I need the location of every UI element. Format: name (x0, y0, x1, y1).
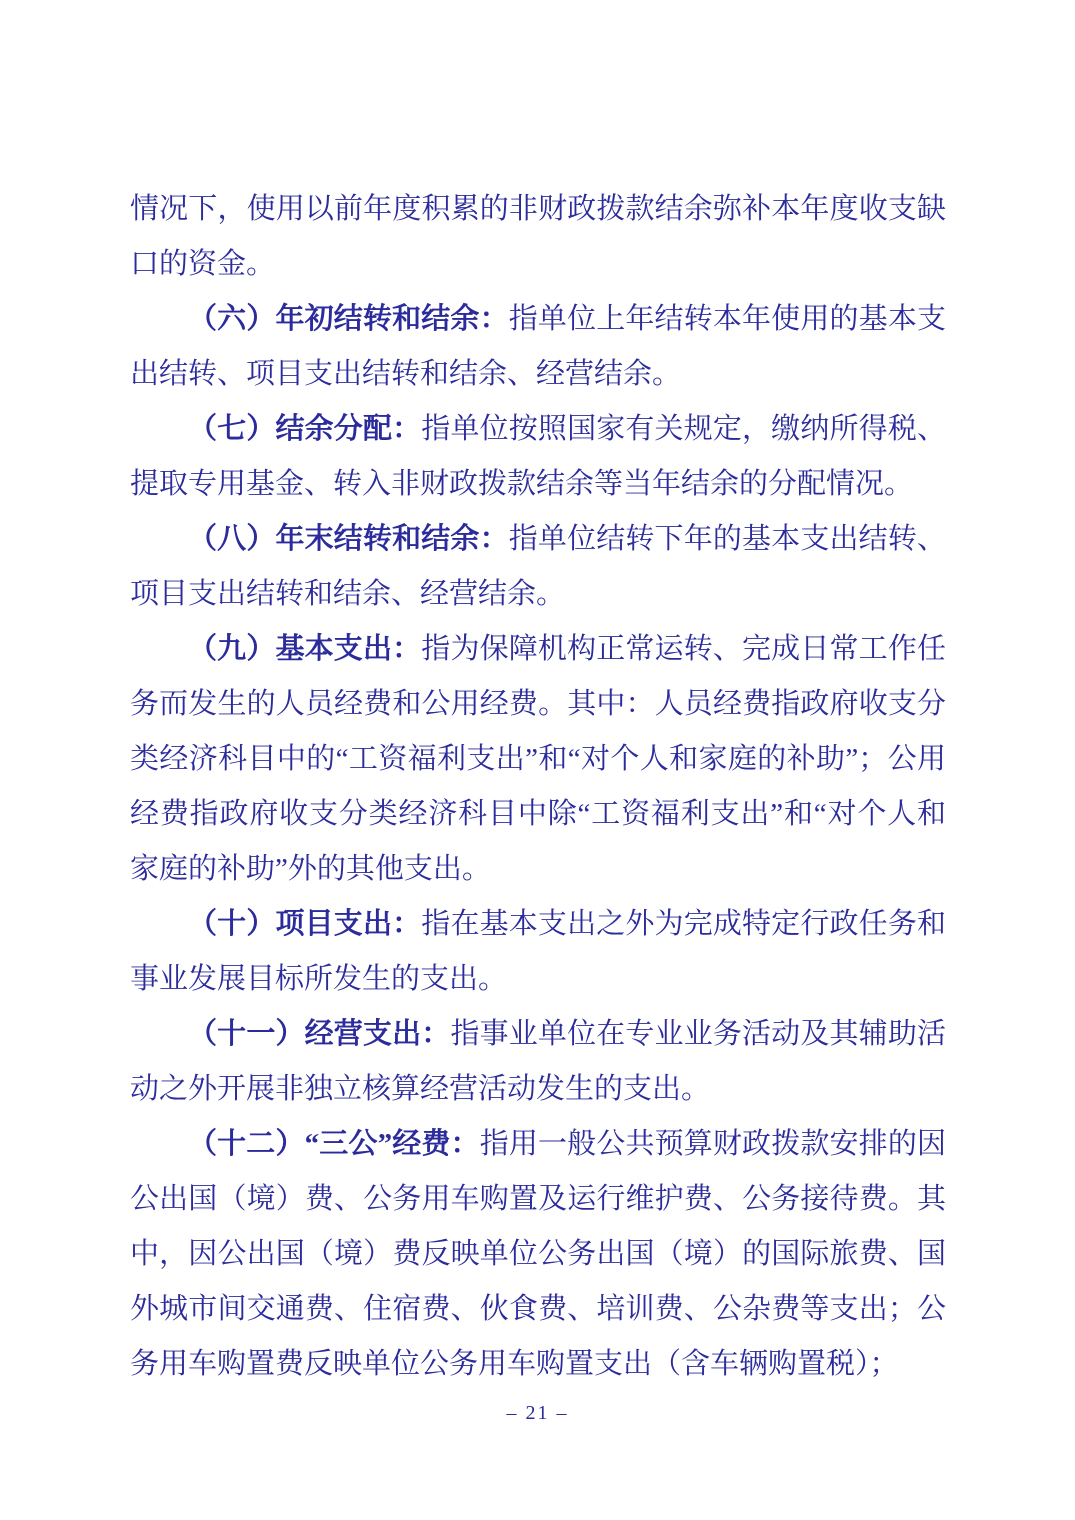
paragraph-lead: （十）项目支出： (188, 908, 422, 940)
paragraph-lead: （九）基本支出： (188, 633, 422, 665)
document-text-block (130, 182, 946, 1392)
paragraph-item-12 (130, 1117, 946, 1392)
paragraph-text: 指事业单位在专业业务活动及其辅助活动之外开展非独立核算经营活动发生的支出。 (130, 1018, 946, 1105)
paragraph-item-8 (130, 512, 946, 622)
paragraph-text: 指单位结转下年的基本支出结转、项目支出结转和结余、经营结余。 (130, 523, 946, 610)
paragraph-item-11 (130, 1007, 946, 1117)
paragraph-text: 指单位按照国家有关规定，缴纳所得税、提取专用基金、转入非财政拨款结余等当年结余的分配情况。 (130, 413, 946, 500)
paragraph-lead: （六）年初结转和结余： (188, 303, 509, 335)
paragraph-continuation (130, 182, 946, 292)
paragraph-text: 指单位上年结转本年使用的基本支出结转、项目支出结转和结余、经营结余。 (130, 303, 946, 390)
paragraph-item-7 (130, 402, 946, 512)
paragraph-lead: （十一）经营支出： (188, 1018, 451, 1050)
paragraph-item-9 (130, 622, 946, 897)
paragraph-lead: （八）年末结转和结余： (188, 523, 509, 555)
paragraph-text: 指在基本支出之外为完成特定行政任务和事业发展目标所发生的支出。 (130, 908, 946, 995)
page-number: – 21 – (506, 1402, 569, 1424)
paragraph-lead: （七）结余分配： (188, 413, 422, 445)
paragraph-item-6 (130, 292, 946, 402)
paragraph-text: 指为保障机构正常运转、完成日常工作任务而发生的人员经费和公用经费。其中：人员经费指政府收支分类经济科目中的“工资福利支出”和“对个人和家庭的补助”；公用经费指政府收支分类经济科目中除“工资福利支出”和“对个人和家庭的补助”外的其他支出。 (130, 633, 946, 885)
paragraph-item-10 (130, 897, 946, 1007)
paragraph-text: 指用一般公共预算财政拨款安排的因公出国（境）费、公务用车购置及运行维护费、公务接待费。其中，因公出国（境）费反映单位公务出国（境）的国际旅费、国外城市间交通费、住宿费、伙食费、培训费、公杂费等支出；公务用车购置费反映单位公务用车购置支出（含车辆购置税）； (130, 1128, 946, 1380)
paragraph-text: 情况下，使用以前年度积累的非财政拨款结余弥补本年度收支缺口的资金。 (130, 193, 946, 280)
paragraph-lead: （十二）“三公”经费： (188, 1128, 480, 1160)
